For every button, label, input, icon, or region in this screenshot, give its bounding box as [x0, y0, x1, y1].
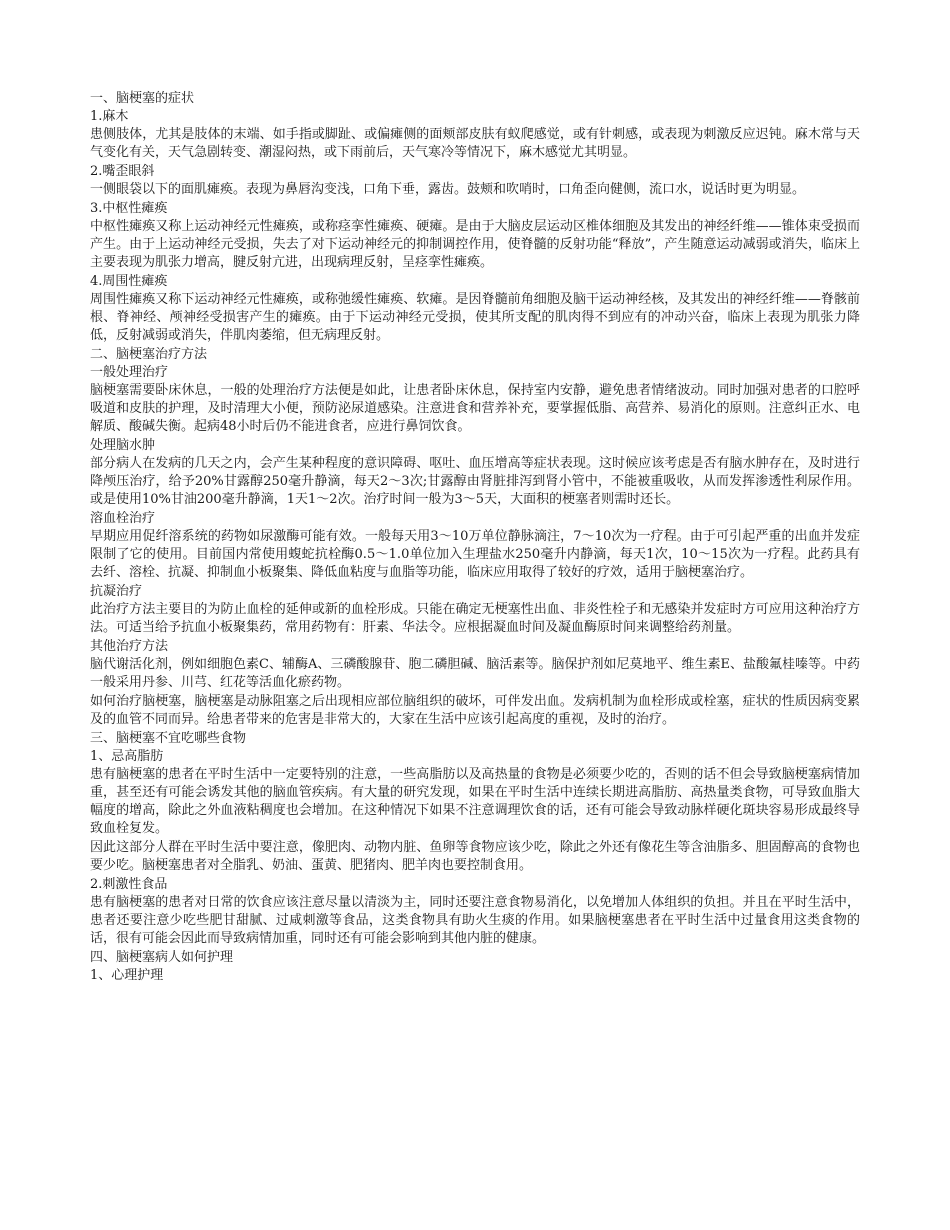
paragraph-thrombolysis: 早期应用促纤溶系统的药物如尿激酶可能有效。一般每天用3～10万单位静脉滴注，7～10次为一疗程。由于可引起严重的出血并发症限制了它的使用。目前国内常使用蝮蛇抗栓酶0.5～1.0单位加入生理盐水250毫升内静滴，每天1次，10～15次为一疗程。此药具有去纤、溶栓、抗凝、抑制血小板聚集、降低血粘度与血脂等功能，临床应用取得了较好的疗效，适用于脑梗塞治疗。 — [90, 529, 860, 580]
section-heading-symptoms: 一、脑梗塞的症状 — [90, 91, 195, 106]
subheading-general-treatment: 一般处理治疗 — [90, 365, 169, 380]
paragraph-spicy-food: 患有脑梗塞的患者对日常的饮食应该注意尽量以清淡为主，同时还要注意食物易消化，以免增加人体组织的负担。并且在平时生活中，患者还要注意少吃些肥甘甜腻、过咸刺激等食品，这类食物具有助火生痰的作用。如果脑梗塞患者在平时生活中过量食用这类食物的话，很有可能会因此而导致病情加重，同时还有可能会影响到其他内脏的健康。 — [90, 895, 860, 946]
subheading-brain-edema: 处理脑水肿 — [90, 438, 156, 453]
paragraph-anticoagulation: 此治疗方法主要目的为防止血栓的延伸或新的血栓形成。只能在确定无梗塞性出血、非炎性栓子和无感染并发症时方可应用这种治疗方法。可适当给予抗血小板聚集药，常用药物有：肝素、华法令。应根据凝血时间及凝血酶原时间来调整给药剂量。 — [90, 602, 860, 635]
paragraph-facial-droop: 一侧眼袋以下的面肌瘫痪。表现为鼻唇沟变浅，口角下垂，露齿。鼓颊和吹哨时，口角歪向健侧，流口水，说话时更为明显。 — [90, 182, 806, 197]
document-page — [90, 90, 860, 985]
paragraph-high-fat-2: 因此这部分人群在平时生活中要注意，像肥肉、动物内脏、鱼卵等食物应该少吃，除此之外还有像花生等含油脂多、胆固醇高的食物也要少吃。脑梗塞患者对全脂乳、奶油、蛋黄、肥猪肉、肥羊肉也要控制食用。 — [90, 840, 860, 873]
section-heading-care: 四、脑梗塞病人如何护理 — [90, 950, 234, 965]
subheading-spicy-food: 2.刺激性食品 — [90, 877, 168, 892]
subheading-psychological-care: 1、心理护理 — [90, 968, 164, 983]
section-heading-treatment: 二、脑梗塞治疗方法 — [90, 347, 208, 362]
subheading-numbness: 1.麻木 — [90, 109, 129, 124]
paragraph-high-fat-1: 患有脑梗塞的患者在平时生活中一定要特别的注意，一些高脂肪以及高热量的食物是必须要少吃的，否则的话不但会导致脑梗塞病情加重，甚至还有可能会诱发其他的脑血管疾病。有大量的研究发现，如果在平时生活中连续长期进高脂肪、高热量类食物，可导致血脂大幅度的增高，除此之外血液粘稠度也会增加。在这种情况下如果不注意调理饮食的话，还有可能会导致动脉样硬化斑块容易形成最终导致血栓复发。 — [90, 767, 860, 836]
paragraph-peripheral-paralysis: 周围性瘫痪又称下运动神经元性瘫痪，或称弛缓性瘫痪、软瘫。是因脊髓前角细胞及脑干运动神经核，及其发出的神经纤维——脊骸前根、脊神经、颅神经受损害产生的瘫痪。由于下运动神经元受损，使其所支配的肌肉得不到应有的冲动兴奋，临床上表现为肌张力降低，反射减弱或消失，伴肌肉萎缩，但无病理反射。 — [90, 292, 860, 343]
paragraph-general-treatment: 脑梗塞需要卧床休息，一般的处理治疗方法便是如此，让患者卧床休息，保持室内安静，避免患者情绪波动。同时加强对患者的口腔呼吸道和皮肤的护理，及时清理大小便，预防泌尿道感染。注意进食和营养补充，要掌握低脂、高营养、易消化的原则。注意纠正水、电解质、酸碱失衡。起病48小时后仍不能进食者，应进行鼻饲饮食。 — [90, 383, 860, 434]
paragraph-other-treatment: 脑代谢活化剂，例如细胞色素C、辅酶A、三磷酸腺苷、胞二磷胆碱、脑活素等。脑保护剂如尼莫地平、维生素E、盐酸氟桂嗪等。中药一般采用丹参、川芎、红花等活血化瘀药物。 — [90, 657, 860, 690]
paragraph-brain-edema: 部分病人在发病的几天之内，会产生某种程度的意识障碍、呕吐、血压增高等症状表现。这时候应该考虑是否有脑水肿存在，及时进行降颅压治疗，给予20%甘露醇250毫升静滴，每天2～3次;甘露醇由肾脏排泻到肾小管中，不能被重吸收，从而发挥渗透性利尿作用。或是使用10%甘油200毫升静滴，1天1～2次。治疗时间一般为3～5天，大面积的梗塞者则需时还长。 — [90, 456, 860, 507]
subheading-anticoagulation: 抗凝治疗 — [90, 584, 143, 599]
subheading-central-paralysis: 3.中枢性瘫痪 — [90, 201, 168, 216]
subheading-other-treatment: 其他治疗方法 — [90, 639, 169, 654]
subheading-facial-droop: 2.嘴歪眼斜 — [90, 164, 155, 179]
section-heading-diet: 三、脑梗塞不宜吃哪些食物 — [90, 731, 247, 746]
subheading-thrombolysis: 溶血栓治疗 — [90, 511, 156, 526]
paragraph-numbness: 患侧肢体，尤其是肢体的末端、如手指或脚趾、或偏瘫侧的面颊部皮肤有蚁爬感觉，或有针刺感，或表现为刺激反应迟钝。麻木常与天气变化有关，天气急剧转变、潮湿闷热，或下雨前后，天气寒冷等情况下，麻木感觉尤其明显。 — [90, 127, 860, 160]
subheading-high-fat: 1、忌高脂肪 — [90, 749, 164, 764]
paragraph-treatment-summary: 如何治疗脑梗塞，脑梗塞是动脉阻塞之后出现相应部位脑组织的破坏，可伴发出血。发病机制为血栓形成或栓塞，症状的性质因病变累及的血管不同而异。给患者带来的危害是非常大的，大家在生活中应该引起高度的重视，及时的治疗。 — [90, 694, 860, 727]
paragraph-central-paralysis: 中枢性瘫痪又称上运动神经元性瘫痪，或称痉挛性瘫痪、硬瘫。是由于大脑皮层运动区椎体细胞及其发出的神经纤维——锥体束受损而产生。由于上运动神经元受损，失去了对下运动神经元的抑制调控作用，使脊髓的反射功能“释放”，产生随意运动减弱或消失，临床上主要表现为肌张力增高，腱反射亢进，出现病理反射，呈痉挛性瘫痪。 — [90, 219, 860, 270]
subheading-peripheral-paralysis: 4.周围性瘫痪 — [90, 274, 168, 289]
